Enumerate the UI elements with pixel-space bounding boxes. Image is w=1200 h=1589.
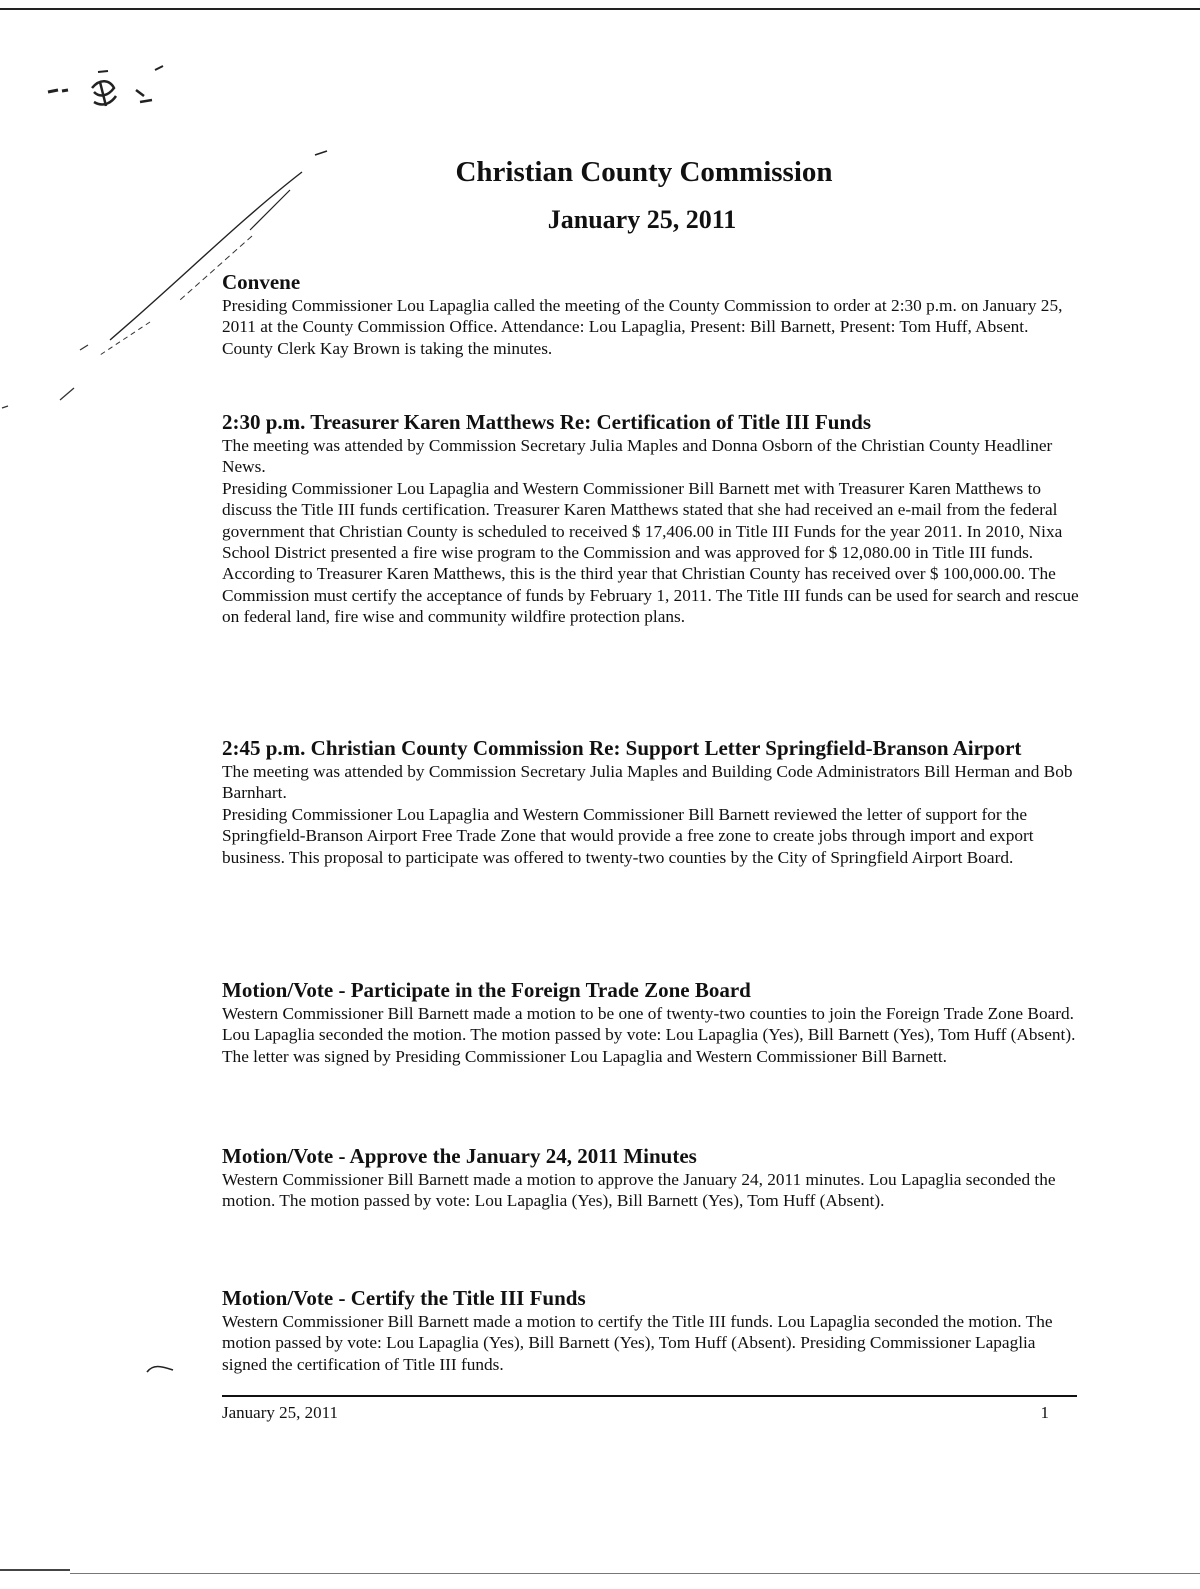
handwritten-initials-mark <box>40 60 180 140</box>
section-paragraph: Presiding Commissioner Lou Lapaglia and Western Commissioner Bill Barnett reviewed the letter of support for the Springfield-Branson Airport Free Trade Zone that would provide a free zone to create jobs through import and export business. This proposal to participate was offered to twenty-two counties by the City of Springfield Airport Board. <box>222 804 1034 867</box>
section-heading: Motion/Vote - Certify the Title III Funds <box>222 1286 586 1310</box>
section-paragraph: Western Commissioner Bill Barnett made a motion to approve the January 24, 2011 minutes. Lou Lapaglia seconded the motion. The motion passed by vote: Lou Lapaglia (Yes), Bill Barnett (Yes), Tom Huff (Absent). <box>222 1170 1056 1211</box>
section-heading: 2:45 p.m. Christian County Commission Re: Support Letter Springfield-Branson Airport <box>222 736 1022 760</box>
section-heading: Motion/Vote - Approve the January 24, 2011 Minutes <box>222 1144 697 1168</box>
footer-date: January 25, 2011 <box>222 1403 338 1422</box>
section-paragraph: Western Commissioner Bill Barnett made a motion to be one of twenty-two counties to join the Foreign Trade Zone Board. Lou Lapaglia seconded the motion. The motion passed by vote: Lou Lapaglia (Yes), Bill Barnett (Yes), Tom Huff (Absent). The letter was signed by Presiding Commissioner Lou Lapaglia and Western Commissioner Bill Barnett. <box>222 1004 1076 1066</box>
section-heading: 2:30 p.m. Treasurer Karen Matthews Re: Certification of Title III Funds <box>222 410 872 434</box>
section-motion-minutes <box>222 1144 1082 1212</box>
document-date: January 25, 2011 <box>547 205 737 234</box>
page-footer <box>222 1395 1077 1423</box>
section-treasurer <box>222 410 1082 628</box>
section-paragraph: Western Commissioner Bill Barnett made a motion to certify the Title III funds. Lou Lapaglia seconded the motion. The motion passed by vote: Lou Lapaglia (Yes), Bill Barnett (Yes), Tom Huff (Absent). Presiding Commissioner Lapaglia signed the certification of Title III funds. <box>222 1312 1053 1374</box>
page-number: 1 <box>1040 1403 1049 1422</box>
section-heading: Motion/Vote - Participate in the Foreign Trade Zone Board <box>222 978 751 1002</box>
section-paragraph: The meeting was attended by Commission Secretary Julia Maples and Donna Osborn of the Christian County Headliner News. <box>222 436 1053 477</box>
section-paragraph: Presiding Commissioner Lou Lapaglia called the meeting of the County Commission to order at 2:30 p.m. on January 25, 2011 at the County Commission Office. Attendance: Lou Lapaglia, Present: Bill Barnett, Present: Tom Huff, Absent. County Clerk Kay Brown is taking the minutes. <box>222 296 1063 358</box>
section-paragraph: The meeting was attended by Commission Secretary Julia Maples and Building Code Administrators Bill Herman and Bob Barnhart. <box>222 762 1073 803</box>
top-border-line <box>0 8 1200 10</box>
margin-tick-mark <box>145 1358 185 1378</box>
section-motion-trade-zone <box>222 978 1082 1067</box>
section-motion-title-iii <box>222 1286 1082 1375</box>
section-paragraph: Presiding Commissioner Lou Lapaglia and Western Commissioner Bill Barnett met with Treasurer Karen Matthews to discuss the Title III funds certification. Treasurer Karen Matthews stated that she had received an e-mail from the federal government that Christian County is scheduled to received $ 17,406.00 in Title III Funds for the year 2011. In 2010, Nixa School District presented a fire wise program to the Commission and was approved for $ 12,080.00 in Title III funds. According to Treasurer Karen Matthews, this is the third year that Christian County has received over $ 100,000.00. The Commission must certify the acceptance of funds by February 1, 2011. The Title III funds can be used for search and rescue on federal land, fire wise and community wildfire protection plans. <box>222 478 1079 627</box>
bottom-edge-line-faint <box>70 1573 1200 1574</box>
section-support-letter <box>222 736 1082 868</box>
bottom-edge-line <box>0 1569 70 1571</box>
document-title: Christian County Commission <box>455 156 833 188</box>
section-heading: Convene <box>222 270 301 294</box>
section-convene <box>222 270 1082 359</box>
